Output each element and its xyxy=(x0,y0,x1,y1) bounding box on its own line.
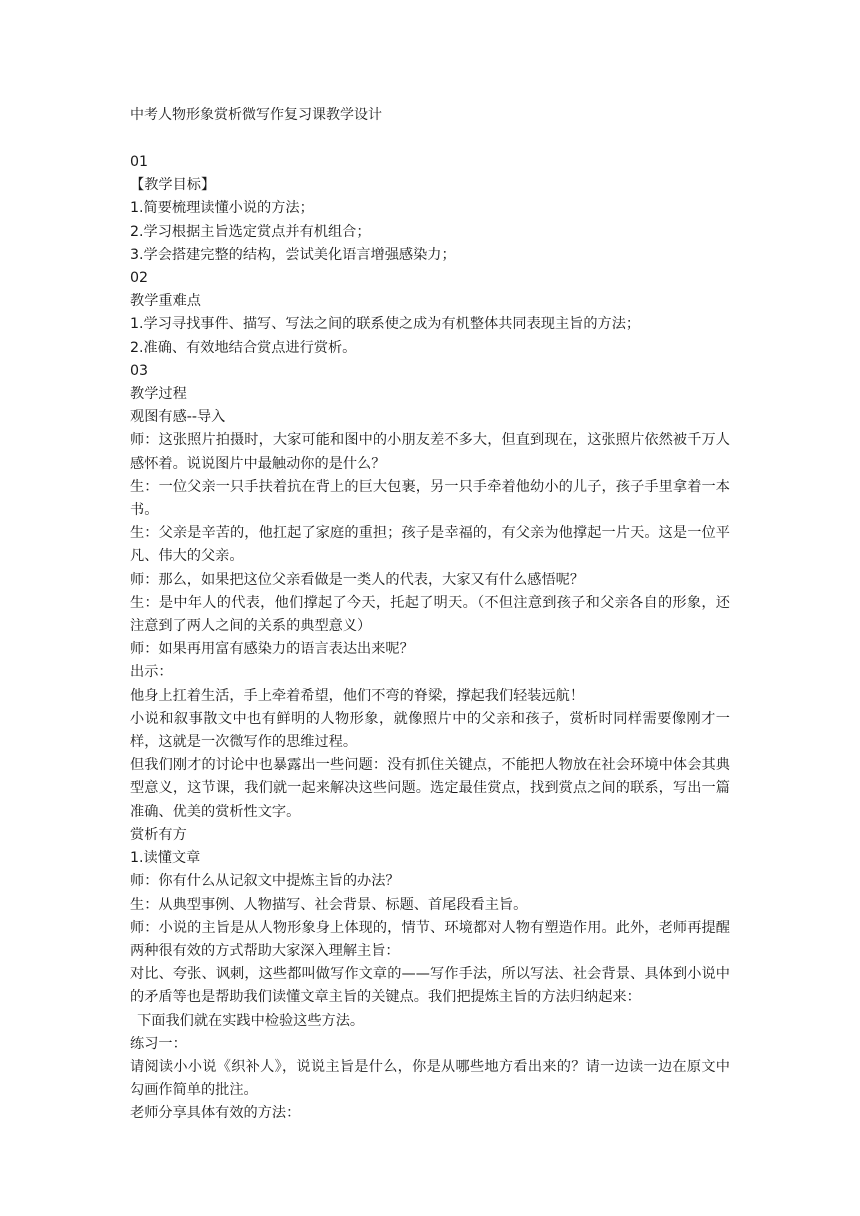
list-item: 2.准确、有效地结合赏点进行赏析。 xyxy=(130,339,357,356)
document-body xyxy=(130,151,730,1126)
paragraph: 师：你有什么从记叙文中提炼主旨的办法？ xyxy=(130,873,400,890)
paragraph: 但我们刚才的讨论中也暴露出一些问题：没有抓住关键点，不能把人物放在社会环境中体会其典型意义，这节课，我们就一起来解决这些问题。选定最佳赏点，找到赏点之间的联系，写出一篇准确、优美的赏析性文字。 xyxy=(130,757,730,820)
subsection-heading: 练习一： xyxy=(130,1035,187,1052)
paragraph: 师：这张照片拍摄时，大家可能和图中的小朋友差不多大，但直到现在，这张照片依然被千万人感怀着。说说图片中最触动你的是什么？ xyxy=(130,432,730,472)
paragraph: 请阅读小小说《织补人》，说说主旨是什么，你是从哪些地方看出来的？请一边读一边在原文中勾画作简单的批注。 xyxy=(130,1058,730,1099)
paragraph: 老师分享具体有效的方法： xyxy=(130,1105,301,1122)
list-item: 1.简要梳理读懂小说的方法； xyxy=(130,200,314,217)
document-title: 中考人物形象赏析微写作复习课教学设计 xyxy=(130,107,382,123)
paragraph: 师：那么，如果把这位父亲看做是一类人的代表，大家又有什么感悟呢？ xyxy=(130,571,585,588)
section-heading: 【教学目标】 xyxy=(130,177,216,194)
list-item: 1.学习寻找事件、描写、写法之间的联系使之成为有机整体共同表现主旨的方法； xyxy=(130,316,641,333)
section-number: 02 xyxy=(130,270,149,287)
paragraph: 小说和叙事散文中也有鲜明的人物形象，就像照片中的父亲和孩子，赏析时同样需要像刚才一样，这就是一次微写作的思维过程。 xyxy=(130,710,730,751)
subsection-heading: 观图有感--导入 xyxy=(130,409,226,426)
list-item: 1.读懂文章 xyxy=(130,850,201,867)
paragraph: 对比、夸张、讽刺，这些都叫做写作文章的——写作手法，所以写法、社会背景、具体到小说中的矛盾等也是帮助我们读懂文章主旨的关键点。我们把提炼主旨的方法归纳起来： xyxy=(130,966,730,1006)
section-number: 03 xyxy=(130,362,149,379)
paragraph: 生：从典型事例、人物描写、社会背景、标题、首尾段看主旨。 xyxy=(130,896,528,913)
list-item: 2.学习根据主旨选定赏点并有机组合； xyxy=(130,223,371,240)
list-item: 3.学会搭建完整的结构，尝试美化语言增强感染力； xyxy=(130,246,456,263)
paragraph: 师：如果再用富有感染力的语言表达出来呢？ xyxy=(130,641,414,658)
paragraph: 生：父亲是辛苦的，他扛起了家庭的重担；孩子是幸福的，有父亲为他撑起一片天。这是一位平凡、伟大的父亲。 xyxy=(130,525,730,565)
paragraph: 生：一位父亲一只手扶着抗在背上的巨大包裹，另一只手牵着他幼小的儿子，孩子手里拿着一本书。 xyxy=(130,478,730,519)
paragraph: 他身上扛着生活，手上牵着希望，他们不弯的脊梁，撑起我们轻装远航！ xyxy=(130,687,585,704)
section-heading: 教学重难点 xyxy=(130,293,201,310)
paragraph: 下面我们就在实践中检验这些方法。 xyxy=(137,1012,365,1029)
paragraph: 师：小说的主旨是从人物形象身上体现的，情节、环境都对人物有塑造作用。此外，老师再提醒两种很有效的方式帮助大家深入理解主旨： xyxy=(130,919,730,959)
paragraph: 生：是中年人的代表，他们撑起了今天，托起了明天。（不但注意到孩子和父亲各自的形象，还注意到了两人之间的关系的典型意义） xyxy=(130,594,730,635)
subsection-heading: 赏析有方 xyxy=(130,826,187,843)
paragraph: 出示： xyxy=(130,664,173,681)
section-heading: 教学过程 xyxy=(130,386,187,403)
section-number: 01 xyxy=(130,154,149,170)
